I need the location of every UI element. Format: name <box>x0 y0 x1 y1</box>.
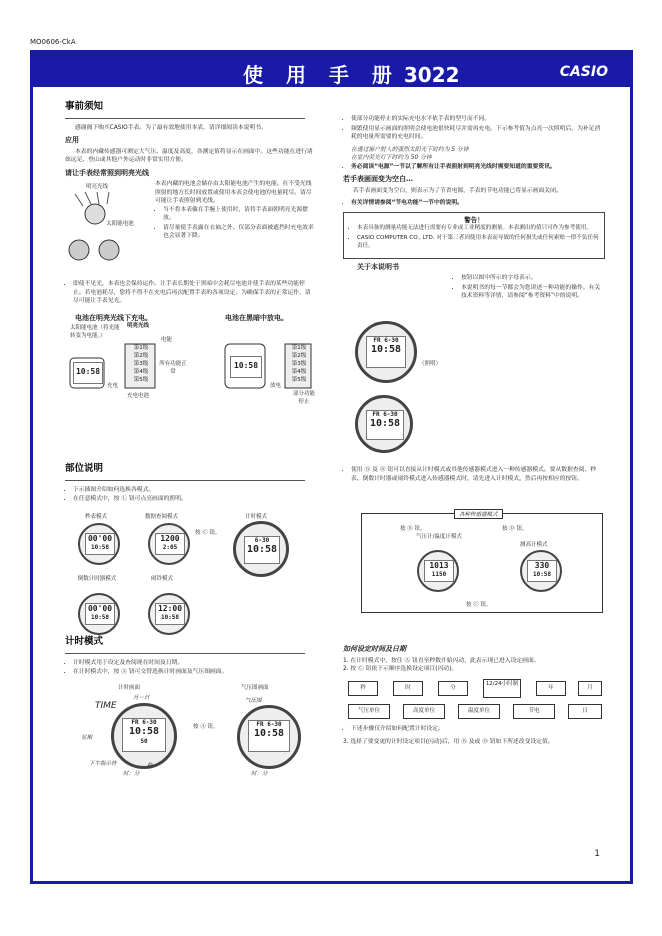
altimeter-mode-label: 测高计模式 <box>520 542 548 548</box>
set-section <box>343 641 605 674</box>
set-step-2: 2. 按 Ⓒ 钮依下示顺序选换设定项目(闪动)。 <box>343 666 458 672</box>
timekeeping-watch: 6-30 10:58 <box>233 521 289 577</box>
model-number: 3022 <box>403 63 460 87</box>
italic-line-1: 在透过窗户射入的强烈太阳光下时约为 5 分钟 <box>351 146 469 153</box>
countdown-watch: 00'00 10:58 <box>78 593 120 635</box>
app-title: 应用 <box>65 136 79 144</box>
right-bullet-1: • 使部分功能停止的实际充电水平依手表的型号而不同。 <box>351 115 605 124</box>
light-label: （照明） <box>419 361 442 367</box>
weekday-label: 星期 <box>81 735 93 741</box>
hour-min-label-2: 时：分 <box>251 771 268 777</box>
alarm-mode-label: 闹铃模式 <box>151 576 174 582</box>
manual-bullet-1: • 按钮以图中所示的字母表示。 <box>461 274 603 283</box>
warning-bullet-1: • 本表具备的测量功能无法进行需要有专业或工业精度的测量。本表测出的值只可作为参考使用。 <box>357 224 599 233</box>
parts-title: 部位说明 <box>65 463 104 474</box>
flow-12-24: 12/24小时制 <box>483 679 521 698</box>
flow-altitude-unit: 高度单位 <box>403 704 445 719</box>
sensor-modes-frame <box>361 513 603 613</box>
charge-diagram <box>65 310 315 420</box>
manual-title: 关于本说明书 <box>357 262 399 271</box>
level-3-b: 第3级 <box>291 360 307 367</box>
hour-min-label: 时：分 <box>123 771 140 777</box>
flow-month: 月 <box>578 681 602 696</box>
time-indicator: TIME <box>95 701 117 711</box>
timekeeping-section <box>65 638 315 681</box>
month-day-label: 月－日 <box>133 695 150 701</box>
document-code: MO0606-CkA <box>30 38 76 46</box>
baro-screen-watch: FR 6-30 10:58 <box>237 705 301 769</box>
blank-bullet: • 有关详情请参阅“节电功能”一节中的说明。 <box>351 199 605 208</box>
some-functions-label: 部分功能停止 <box>292 390 315 405</box>
press-b-label: 按 Ⓑ 钮。 <box>400 526 426 532</box>
flow-day: 日 <box>568 704 602 719</box>
title-text: 使 用 手 册 <box>243 63 400 87</box>
sensor-bullet: • 使用 Ⓑ 及 Ⓓ 钮可以直接从计时模式或其他传感器模式进入一种传感器模式。要从数据查阅、秒表、倒数计时器或闹铃模式进入传感器模式时，请先进入计时模式，然后再按相应的按钮。 <box>351 466 605 483</box>
pm-label: 下午指示符 <box>89 761 117 767</box>
bright-light-caption: 明亮光线 <box>85 184 108 190</box>
flow-temp-unit: 温度单位 <box>458 704 500 719</box>
set-title: 如何设定时间及日期 <box>343 645 406 653</box>
must-read: • 务必阅读“电源”一节以了解所有让手表照射到明亮光线时需要知道的重要资讯。 <box>351 163 605 172</box>
sunlight-illustration <box>65 180 145 270</box>
rechargeable-label: 充电电池 <box>127 392 150 399</box>
preface-text: 感谢阁下购买CASIO手表。为了最有效地使用本表，请详细阅读本说明书。 <box>75 124 267 131</box>
baro-graph-label: 气压图 <box>245 698 262 704</box>
electric-label: 电能 <box>161 336 173 343</box>
press-a-label: 按 Ⓐ 钮。 <box>193 724 219 730</box>
discharge-watch-lcd: 10:58 <box>230 356 262 378</box>
charge-watch-lcd: 10:58 <box>73 362 103 384</box>
flow-hour: 时 <box>393 681 423 696</box>
level-1-b: 第1级 <box>291 344 307 351</box>
baro-temp-mode-label: 气压计/温度计模式 <box>416 534 462 540</box>
left-column <box>65 103 315 420</box>
warning-title: 警告！ <box>464 215 484 224</box>
stopwatch-mode-label: 秒表模式 <box>85 514 108 520</box>
header-bar <box>33 53 630 87</box>
level-4: 第4级 <box>133 368 149 375</box>
dark-bullet: • 即使不见光，本表也会保持运作。让手表长期处于黑暗中会耗尽电池并使手表的某些功能停止。若电池耗尽，您将不得不在充电后再次配置手表的各项设定。为确保手表的正常运作，请尽可能让手表见光。 <box>73 280 315 306</box>
flow-pressure-unit: 气压单位 <box>348 704 390 719</box>
right-bullet-2: • 频繁使用显示画面的照明会使电池很快耗尽并需再充电。下示参考值为点亮一次照明后，为补足消耗的电量所需要的充电时间。 <box>351 125 605 142</box>
page-frame <box>30 50 633 884</box>
preface-title: 事前须知 <box>65 101 104 112</box>
tk-screen-watch: FR 6-30 10:58 50 <box>111 703 177 769</box>
light-title: 请让手表经常照到明亮光线 <box>65 168 149 177</box>
level-5: 第5级 <box>133 376 149 383</box>
timekeeping-title: 计时模式 <box>65 636 104 647</box>
warning-bullet-2: • CASIO COMPUTER CO., LTD. 对于第三者因使用本表而导致的任何损失或任何索赔一律不负任何责任。 <box>357 234 599 251</box>
discharge-label: 电池在黑暗中放电。 <box>225 313 288 322</box>
sensor-text <box>343 466 605 487</box>
altimeter-watch: 330 10:58 <box>520 550 562 592</box>
right-column <box>343 115 605 305</box>
tk-bullet-2: • 在计时模式中，按 Ⓐ 钮可交替选换计时画面及气压图画面。 <box>73 668 315 677</box>
manual-watch-2: FR 6-30 10:58 <box>355 395 413 453</box>
flow-seconds: 秒 <box>348 681 378 696</box>
app-text: 本表的内藏传感器可测定大气压、温度及高度，各测定值将显示在画面中。这些功能在进行诸如远足、登山或其他户外运动时非常实用方便。 <box>65 148 313 163</box>
parts-bullet-1: • 下示插图介绍如何选换各模式。 <box>73 486 315 495</box>
flow-minute: 分 <box>438 681 468 696</box>
light-text: 本表内藏的电池会储存由太阳能电池产生的电能。在不受光线照射的地方长时间放置或使用本表会使电池的电量耗尽。请尽可能让手表照射到光线。 <box>155 181 312 204</box>
tk-bullet-1: • 计时模式用于设定及查阅现在时间及日期。 <box>73 659 315 668</box>
charge-label: 电池在明亮光线下充电。 <box>75 313 152 322</box>
tk-screen-label: 计时画面 <box>118 685 141 691</box>
solar-cell-caption: 太阳能电池 <box>106 221 134 227</box>
press-c2-label: 按 Ⓒ 钮。 <box>466 602 492 608</box>
level-5-b: 第5级 <box>291 376 307 383</box>
level-2-b: 第2级 <box>291 352 307 359</box>
manual-title <box>243 59 460 88</box>
all-functions-label: 所有功能正常 <box>159 360 187 375</box>
countdown-mode-label: 倒数计时器模式 <box>77 576 117 582</box>
blank-text: 若手表画面变为空白，则表示为了节省电源，手表的节电功能已将显示画面关闭。 <box>353 187 562 194</box>
baro-watch: 1013 1150 <box>417 550 459 592</box>
level-1: 第1级 <box>133 344 149 351</box>
set-note: • 下述步骤仅介绍如何配置计时设定。 <box>351 725 605 734</box>
timekeeping-mode-label: 计时模式 <box>245 514 268 520</box>
seconds-label: 秒 <box>147 763 153 769</box>
manual-watch-1: FR 6-30 10:58 <box>355 321 417 383</box>
flow-year: 年 <box>536 681 566 696</box>
alarm-watch: 12:00 10:58 <box>148 593 190 635</box>
light-bullet-1: • 当不将本表戴在手腕上使用时，请将手表面朝明亮光源摆放。 <box>163 206 315 223</box>
blank-title: 若手表画面变为空白… <box>343 175 413 183</box>
set-step-1: 1. 在计时模式中，按住 Ⓐ 钮直至秒数开始闪动，此表示现已进入设定画面。 <box>343 657 540 664</box>
bright-light-label: 明亮光线 <box>127 322 150 329</box>
press-c-label: 按 Ⓒ 钮。 <box>195 530 221 536</box>
data-recall-watch: 1200 2:05 <box>148 523 190 565</box>
charge-arrow-label: 充电 <box>107 382 119 389</box>
data-recall-mode-label: 数据查阅模式 <box>145 514 179 520</box>
page-number: 1 <box>594 849 600 859</box>
sensor-modes-title: 各种传感器模式 <box>454 509 503 519</box>
level-2: 第2级 <box>133 352 149 359</box>
casio-logo: CASIO <box>559 64 608 80</box>
stopwatch-watch: 00'00 10:58 <box>78 523 120 565</box>
set-notes <box>343 725 605 746</box>
solar-cell-small: 太阳能电池（将光能转变为电能。） <box>70 324 120 339</box>
italic-line-2: 在室内荧光灯下时约为 50 分钟 <box>351 155 432 161</box>
light-bullet-2: • 请尽量使手表露在衣袖之外。仅部分表面被遮挡时充电效率也会显著下降。 <box>163 224 315 241</box>
manual-bullet-2: • 本说明书的每一节都会为您讲述一种功能的操作。有关技术资料等详情，请参阅“参考资料”中的说明。 <box>461 284 603 301</box>
baro-screen-label: 气压图画面 <box>241 685 269 691</box>
press-d-label: 按 Ⓓ 钮。 <box>502 526 528 532</box>
set-step-3: 3. 选择了要变更的计时设定项目(闪动)后，用 Ⓑ 及或 Ⓓ 钮如下所述改变设定值。 <box>343 738 554 745</box>
discharge-arrow-label: 放电 <box>270 382 282 389</box>
level-4-b: 第4级 <box>291 368 307 375</box>
warning-box <box>343 212 605 259</box>
parts-section <box>65 465 315 508</box>
level-3: 第3级 <box>133 360 149 367</box>
parts-bullet-2: • 在任意模式中，按 Ⓛ 钮可点亮画面的照明。 <box>73 495 315 504</box>
flow-power-saving: 节电 <box>513 704 555 719</box>
